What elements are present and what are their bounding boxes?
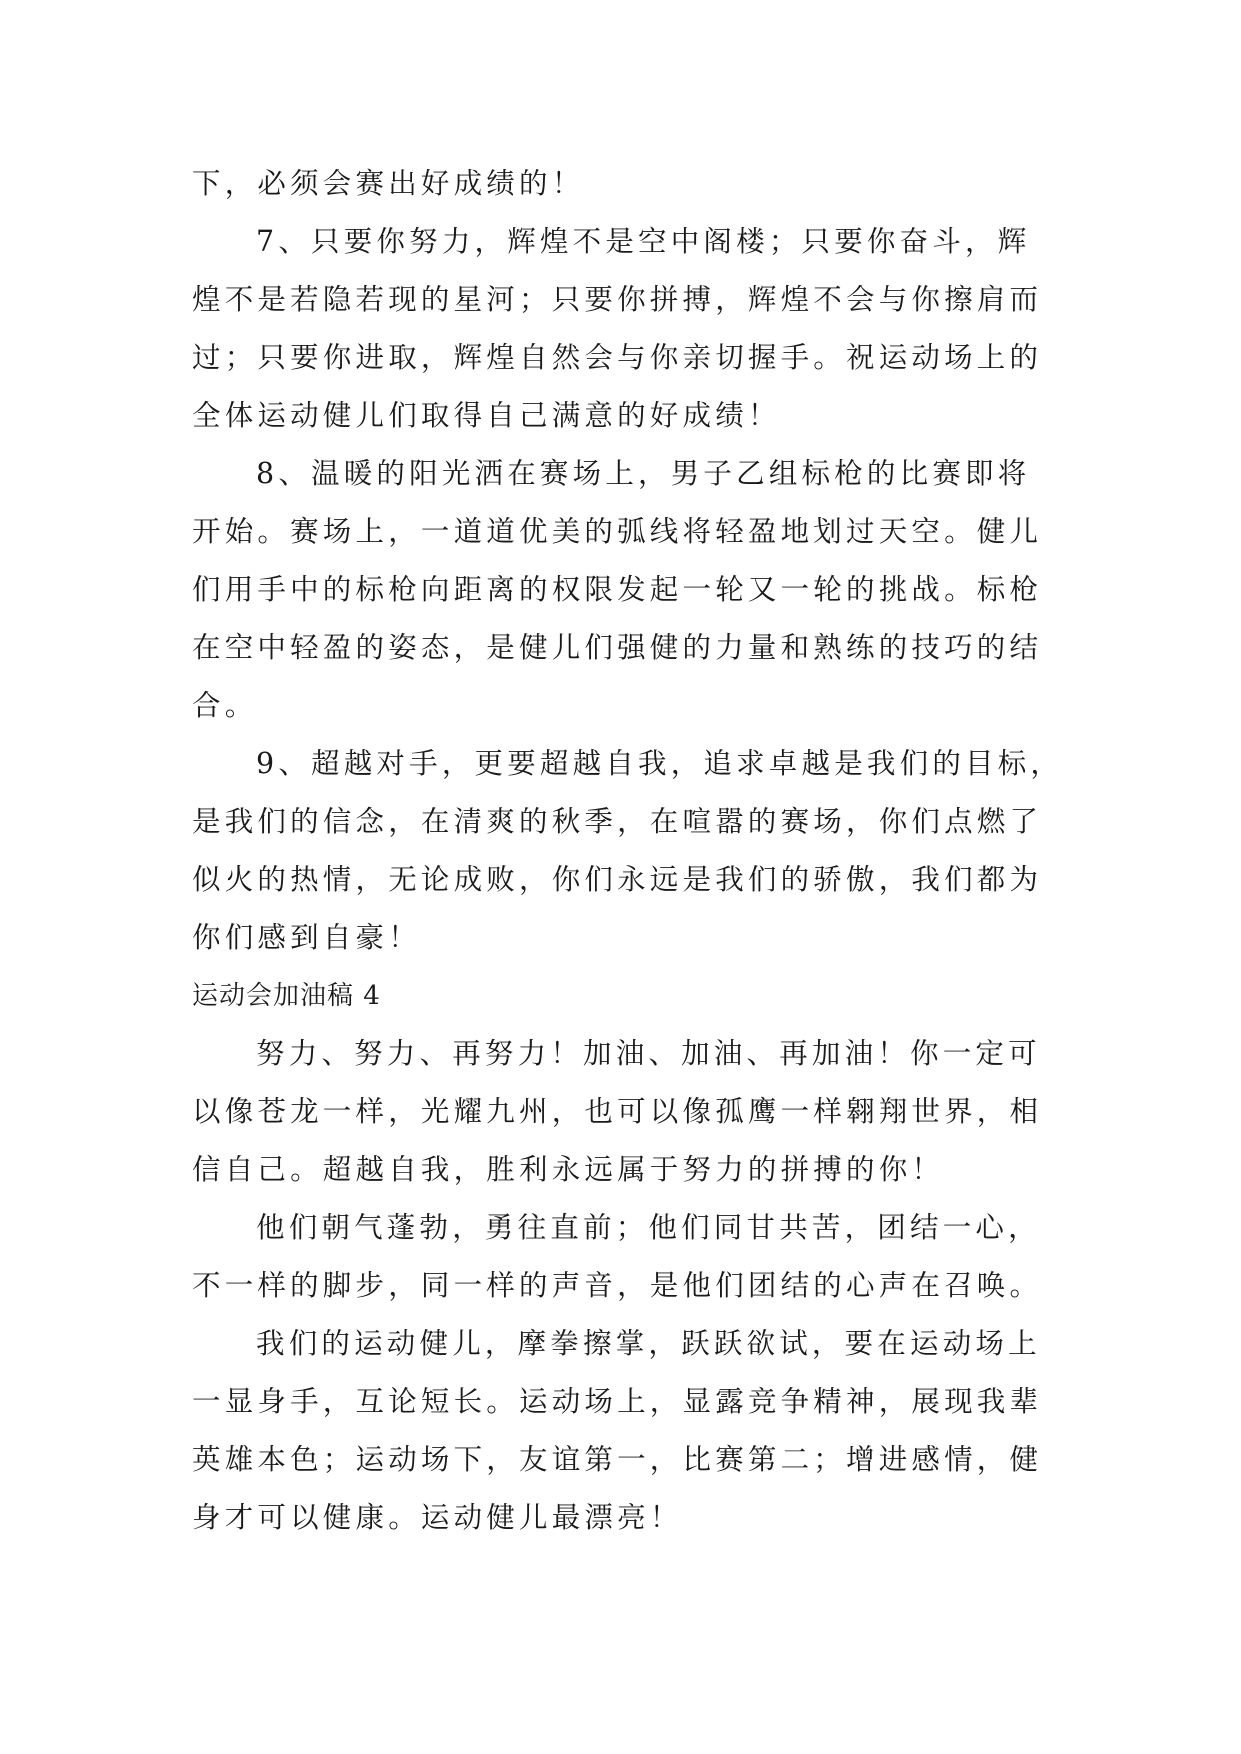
paragraph-7-start: 7、只要你努力，辉煌不是空中阁楼；只要你奋斗，辉 bbox=[256, 225, 1031, 258]
text-line: 身才可以健康。运动健儿最漂亮！ bbox=[192, 1501, 683, 1534]
text-line: 是我们的信念，在清爽的秋季，在喧嚣的赛场，你们点燃了 bbox=[192, 805, 1043, 838]
text-line: 下，必须会赛出好成绩的！ bbox=[192, 167, 585, 200]
text-line: 过；只要你进取，辉煌自然会与你亲切握手。祝运动场上的 bbox=[192, 341, 1043, 374]
paragraph-9-start: 9、超越对手，更要超越自我，追求卓越是我们的目标， bbox=[256, 747, 1064, 780]
text-line: 合。 bbox=[192, 689, 258, 722]
text-line: 开始。赛场上，一道道优美的弧线将轻盈地划过天空。健儿 bbox=[192, 515, 1043, 548]
paragraph-start: 努力、努力、再努力！加油、加油、再加油！你一定可 bbox=[256, 1037, 1041, 1070]
text-line: 似火的热情，无论成败，你们永远是我们的骄傲，我们都为 bbox=[192, 863, 1043, 896]
paragraph-start: 我们的运动健儿，摩拳擦掌，跃跃欲试，要在运动场上 bbox=[256, 1327, 1041, 1360]
text-line: 在空中轻盈的姿态，是健儿们强健的力量和熟练的技巧的结 bbox=[192, 631, 1043, 664]
section-heading: 运动会加油稿 4 bbox=[192, 981, 381, 1011]
text-line: 信自己。超越自我，胜利永远属于努力的拼搏的你！ bbox=[192, 1153, 945, 1186]
paragraph-8-start: 8、温暖的阳光洒在赛场上，男子乙组标枪的比赛即将 bbox=[256, 457, 1031, 490]
text-line: 不一样的脚步，同一样的声音，是他们团结的心声在召唤。 bbox=[192, 1269, 1043, 1302]
paragraph-start: 他们朝气蓬勃，勇往直前；他们同甘共苦，团结一心， bbox=[256, 1211, 1041, 1244]
text-line: 以像苍龙一样，光耀九州，也可以像孤鹰一样翱翔世界，相 bbox=[192, 1095, 1043, 1128]
text-line: 一显身手，互论短长。运动场上，显露竞争精神，展现我辈 bbox=[192, 1385, 1043, 1418]
text-line: 们用手中的标枪向距离的权限发起一轮又一轮的挑战。标枪 bbox=[192, 573, 1043, 606]
document-page bbox=[192, 155, 1062, 1547]
text-line: 煌不是若隐若现的星河；只要你拼搏，辉煌不会与你擦肩而 bbox=[192, 283, 1043, 316]
text-line: 你们感到自豪！ bbox=[192, 921, 421, 954]
text-line: 英雄本色；运动场下，友谊第一，比赛第二；增进感情，健 bbox=[192, 1443, 1043, 1476]
text-line: 全体运动健儿们取得自己满意的好成绩！ bbox=[192, 399, 781, 432]
